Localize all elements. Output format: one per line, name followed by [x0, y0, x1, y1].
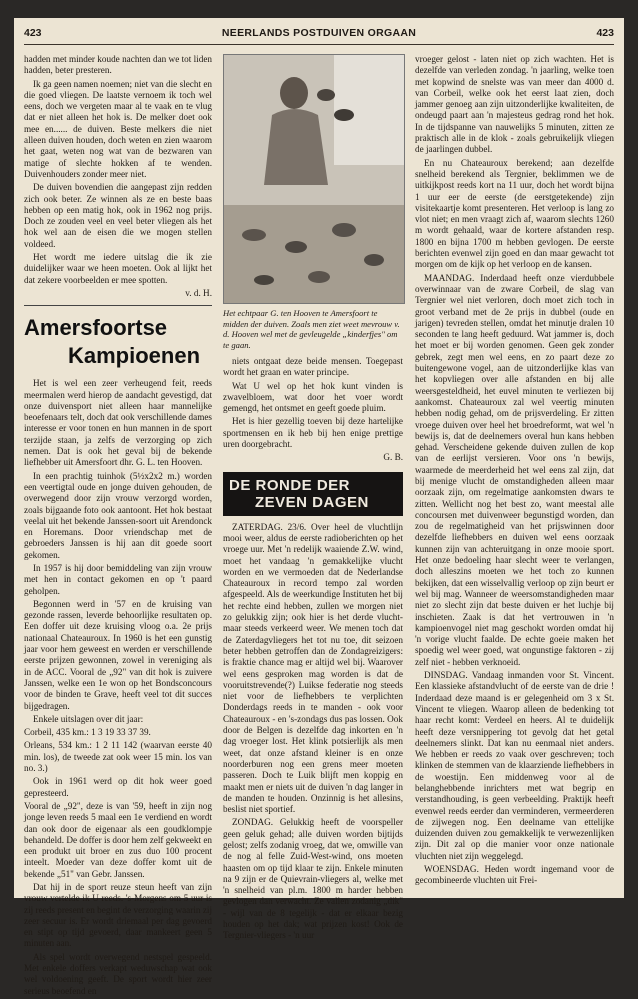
- paragraph: Enkele uitslagen over dit jaar:: [33, 713, 144, 724]
- paragraph: DINSDAG. Vandaag inmanden voor St. Vincent. Een klassieke afstandvlucht of de eerste van de drie ! Inderdaad deze maand is er gelegenheid om 3 x St. Vincent te vliegen. Waarop alleen de bedenking tot haar recht komt: Verdeel en heers. Al te duidelijk heeft deze versnippering tot gevolg dat het getal deelnemers slinkt. Dat kan nu eenmaal niet anders. We hebben er reeds zo vaak over geschreven; toch klinken de stemmen van de klaarziende liefhebbers in de woestijn. Een middenweg voor al de belanghebbende inrichters met wat begrip en verstandhouding, is geen verbeelding. Praktijk heeft evenwel reeds eerder dan verminderen, vermeerderen de zijwegen nog. Een deelname van ettelijke duizenden duiven zou gemakkelijk te verwezenlijken zijn. Dit zal op die manier voor onze nationale vluchten niet zijn weggelegd.: [415, 670, 614, 861]
- article-title-line1: Amersfoortse: [24, 315, 168, 341]
- paragraph: Het wordt me iedere uitslag die ik zie duidelijker waar we heen moeten. Ook al lijkt het dat zekere voorbeelden er mee spotten.: [24, 252, 212, 285]
- paragraph: ZONDAG. Gelukkig heeft de voorspeller geen geluk gehad; alle duiven worden bijtijds gelost; zelfs zodanig vroeg, dat we, omwille van de nog al felle Zuid-West-wind, ons moeten haasten om op tijd klaar te zijn. Enkele minuten na 9 zijn er de Quievrain-vliegers al, welke met 'n snelheid van pl.m. 1800 m harder hebben gevlogen dan verwacht. Ze vallen zodanig „dik" - wijl van de 8 tegelijk - dat er elkaar bezig houden op het dak; wat prijzen kost! Ook de Tergnier-vliegers - 'n uur: [223, 817, 403, 941]
- photo-caption: Het echtpaar G. ten Hooven te Amersfoort te midden der duiven. Zoals men ziet weet mevrouw v. d. Hooven wel met de gevleugelde „kinderfjes" om te gaan.: [223, 308, 400, 350]
- section-banner: [223, 472, 403, 516]
- page-header: [24, 24, 614, 45]
- paragraph: Het is hier gezellig toeven bij deze hartelijke sportmensen en ik heb bij hen enige prettige uren doorgebracht.: [223, 416, 403, 450]
- column-middle: [223, 54, 403, 944]
- paragraph: hadden met minder koude nachten dan we tot liden hadden, beter presteren.: [24, 54, 212, 76]
- paragraph: Wat U wel op het hok kunt vinden is zwavelbloem, wat door het voer wordt gemengd, het ontsmet en geeft goede pluim.: [223, 380, 403, 414]
- author-signature: v. d. H.: [185, 287, 212, 298]
- paragraph: Orleans, 534 km.: 1 2 11 142 (waarvan eerste 40 min. los), de tweede zat ook weer 15 min. los van no. 3.): [24, 740, 212, 774]
- page-number-left: 423: [24, 27, 42, 39]
- banner-line2: ZEVEN DAGEN: [255, 493, 369, 511]
- paragraph: ZATERDAG. 23/6. Over heel de vluchtlijn mooi weer, aldus de eerste radioberichten op het vroege uur. Met 'n redelijk waaiende Z.W. wind, moet het vandaag 'n gemakkelijke vlucht worden en we vermoeden dat de Nederlandse Chateauroux in record tempo zal worden afgespeeld. Als de weerkundige Instituten het bij het rechte eind hebben, zullen we morgen niet zo gelukkig zijn; ook hier is het derde vlucht-maar steeds verkeerd weer. We menen toch dat de Zaterdagvliegers het tot nu toe, dit seizoen beter hebben getroffen dan de Zondagreizigers: is fraktie chance mag er altijd wel bij. Waarover wel eens gesproken mag worden is dat de vooruitstrevende(?) Luikse federatie nog steeds niet voor de liefhebbers te verplichten Donderdags reeds in te manden - ook voor Chateauroux - en 's-zondags dus pas lossen. Ook door de Belgen is dezelfde dag inkorten en 'n dag vroeger lost. Het klink potsierlijk als men weet, dat onze afstand kleiner is en onze noorderburen nog een grens meer moeten passeren. Doch te Luik blijft men koppig en maakt men er niets uit de duiven 'n dag langer in de manden te houden. Onzinnig is het allesins, beslist niet sportief.: [223, 521, 403, 815]
- paragraph: Ik ga geen namen noemen; niet van die slecht en die goed vliegen. De laatste vernoem ik toch wel eens, doch we vergeten maar al te vaak en te vlug dat er niet alleen het hok is. De melker doet ook mee en...... de duiven. Beste melkers die niet alleen duiven houden, doch weten en zien waarom het gaat, weten nog wat van de bezwaren van matige of slechte hokken af te wenden. Duivenhouders zonder meer niet.: [24, 78, 212, 179]
- paragraph: WOENSDAG. Heden wordt ingemand voor de gecombineerde vluchten uit Frei-: [415, 864, 614, 886]
- paragraph: Vooral de „92", deze is van '59, heeft in zijn nog jonge leven reeds 5 maal een 1e verdiend en wordt dan ook door de eigenaar als een goudklompje behandeld. De doffer is door hem zelf gekweekt en een produkt uit broer en zus duo 100 procent inteelt. Moeder van deze doffer komt uit de bekende „51" van Gebr. Janssen.: [24, 800, 212, 879]
- column-right: [415, 54, 614, 889]
- page-number-right: 423: [596, 27, 614, 39]
- paragraph: Als spel wordt overwegend nestspel gespeeld. Met enkele doffers verkapt weduwschap wat ook wel voldoening geeft. De sport wordt hier zeer serieus beoefend en: [24, 951, 212, 996]
- paragraph: Het is wel een zeer verheugend feit, reeds meermalen werd hierop de aandacht gevestigd, dat onze duivensport niet alleen haar mannelijke beoefenaars telt, doch dat ook verschillende dames interesse er voor tonen en hun mannen in de sport terzijde staan, ja zelfs de verzorging op zich nemen. Dat is ook het geval bij de bekende liefhebber uit Amersfoort dhr. G. L. ten Hooven.: [24, 378, 212, 468]
- article-title-line2: Kampioenen: [68, 343, 201, 369]
- paragraph: Begonnen werd in '57 en de kruising van gezonde rassen, leverde behoorlijke resultaten op. Een doffer uit deze kruising vloog o.a. 2e prijs nationaal Chateauroux. In 1960 is het een gunstig jaar voor hem geweest en werden er verschillende eerste prijzen gewonnen, zowel in vereniging als in de ACC. Vooral de „92" van dit hok is zuivere Janssen, welke een 1e won op het Bondsconcours voor de binden te Grave, heeft veel tot dit succes bijgedragen.: [24, 598, 212, 711]
- paragraph: niets ontgaat deze beide mensen. Toegepast wordt het graan en water principe.: [223, 356, 403, 378]
- paragraph: vroeger gelost - laten niet op zich wachten. Het is dezelfde van verleden zondag. 'n jaarling, welke toen met kopwind de snelste was van meer dan 4000 d. van Corbeil, welke ook het eerst laat zien, doch jammer genoeg aan zijn uitzonderlijke kwaliteiten, de ondeugd paart aan 'n majesteus gedrag rond het hok. In de tijdspanne van nauwelijks 5 minuten, zitten ze praktisch alle in de klok - zoals gebruikelijk vliegen de jaarlingen dubbel.: [415, 54, 614, 155]
- paragraph: Corbeil, 435 km.: 1 3 19 33 37 39.: [24, 727, 151, 738]
- paragraph: Ook in 1961 werd op dit hok weer goed gepresteerd.: [24, 776, 212, 798]
- paragraph: En nu Chateauroux berekend; aan dezelfde snelheid berekend als Tergnier, beklimmen we de uitkijkpost reeds kort na 11 uur, doch het wordt bijna 1 uur eer de eerste (de eerstgetekende) zijn visitekaartje komt presenteren. Het verloop is lang zo vlot niet; en men vraagt zich af, waarom slechts 1260 m wordt gehaald, waar de kortere afstanden resp. 1800 en bijna 1700 m hebben gevlogen. De eerste berichten evenwel zijn goed en dan maar gewacht tot morgen om de kijk op het verloop en de kansen.: [415, 157, 614, 270]
- paragraph: MAANDAG. Inderdaad heeft onze vierdubbele overwinnaar van de zware Corbeil, de slag van Tergnier wel niet verloren, doch moet zich toch in groot verband met de 2e prijs in dubbel (oude en jarigen) tevreden stellen, omdat het minutje dralen 10 seconden te lang heeft geduurd. Wat jammer is, doch het moet er bij worden genomen. Geen gek zonder gebrek, zegt men wel eens, en zo paart deze zo buitengewone vogel, aan de uitzonderlijke klas van het kopvliegen over alle afstanden en bij alle weersgesteldheid, het euvel minuten te verliezen bij aankomst. Chateauroux zal wel veertig minuten hebben nodig gehad, om de prijsverdeling. Er zitten vroege duiven over heel het broedreformt, wat wel 'n bewijs is, dat de deelnemers overal hun kans hebben gehad. Verscheidene gekende duiven zullen de kop van de eerlijst versieren. Voor ons 'n bewijs, waarmede de meerderheid het wel eens zal zijn, dat bij menige vlucht de omstandigheden alleen maar oorzaak zijn, om regelmatige aankomsten dwars te zitten. Wellicht nog het best zo, want meestal alle concoursen met duivenweer begunstigd worden, dan zou de regelmatigheid van het prijswinnen door dezelfde liefhebbers en duiven wel eens oorzaak kunnen zijn van achteruitgang in onze mooie sport. Het onze bedoeling haar slecht weer te verlangen, doch alleszins moeten we het toch zo kunnen bekijken, dat een wisselvallig verloop op zijn beurt er wel bij mag. Wanneer de weersomstandigheden maar niet zo slecht zijn dat beste duiven er het luchje bij inschieten. Zaak is dat het vertrouwen in 'n kampioenvogel niet mag geschokt worden omdat hij 'n vorige vlucht faalde. De echte goeie maken het spoedig wel weer goed, wat ongunstige faktoren - zij zelf niet - hebben verknoeid.: [415, 272, 614, 667]
- paragraph: Dat hij in de sport reuze steun heeft van zijn vrouw vertelde ik U reeds. 's-Morgens om 5 uur is zij reeds present en begint de verzorging waarin zij zeer secuur is. Er wordt driemaal per dag gevoerd en stipt op tijd gevoerd, daar mankeert geen 5 minuten aan.: [24, 882, 212, 949]
- author-signature: G. B.: [383, 452, 403, 463]
- banner-line1: DE RONDE DER: [229, 476, 351, 494]
- article-title: [24, 305, 212, 370]
- column-left: [24, 54, 212, 999]
- photo-illustration: [224, 55, 404, 303]
- article-photo: [223, 54, 405, 304]
- paragraph: De duiven bovendien die aangepast zijn redden zich ook beter. Ze winnen als ze en beste baas hebben op een matig hok, ook in 1962 nog prijs. Doch ze zouden veel en veel beter vliegen als het hok wel aan de eisen die we mogen stellen voldeed.: [24, 182, 212, 249]
- paragraph: In 1957 is hij door bemiddeling van zijn vrouw met hen in contact gekomen en op 't paard geholpen.: [24, 562, 212, 596]
- paragraph: In een prachtig tuinhok (5½x2x2 m.) worden een veertigtal oude en jonge duiven gehouden, de overwegend door zijn vrouw verzorgd worden, zoals bijgaande foto ook aantoont. Het hok bestaat veelal uit het bekende Janssen-soort uit Arendonck en Horemans. Door vriendschap met de gebroeders Janssen is hij aan dit goede soort gekomen.: [24, 470, 212, 560]
- journal-title: NEERLANDS POSTDUIVEN ORGAAN: [221, 27, 417, 39]
- newspaper-page: [14, 18, 624, 996]
